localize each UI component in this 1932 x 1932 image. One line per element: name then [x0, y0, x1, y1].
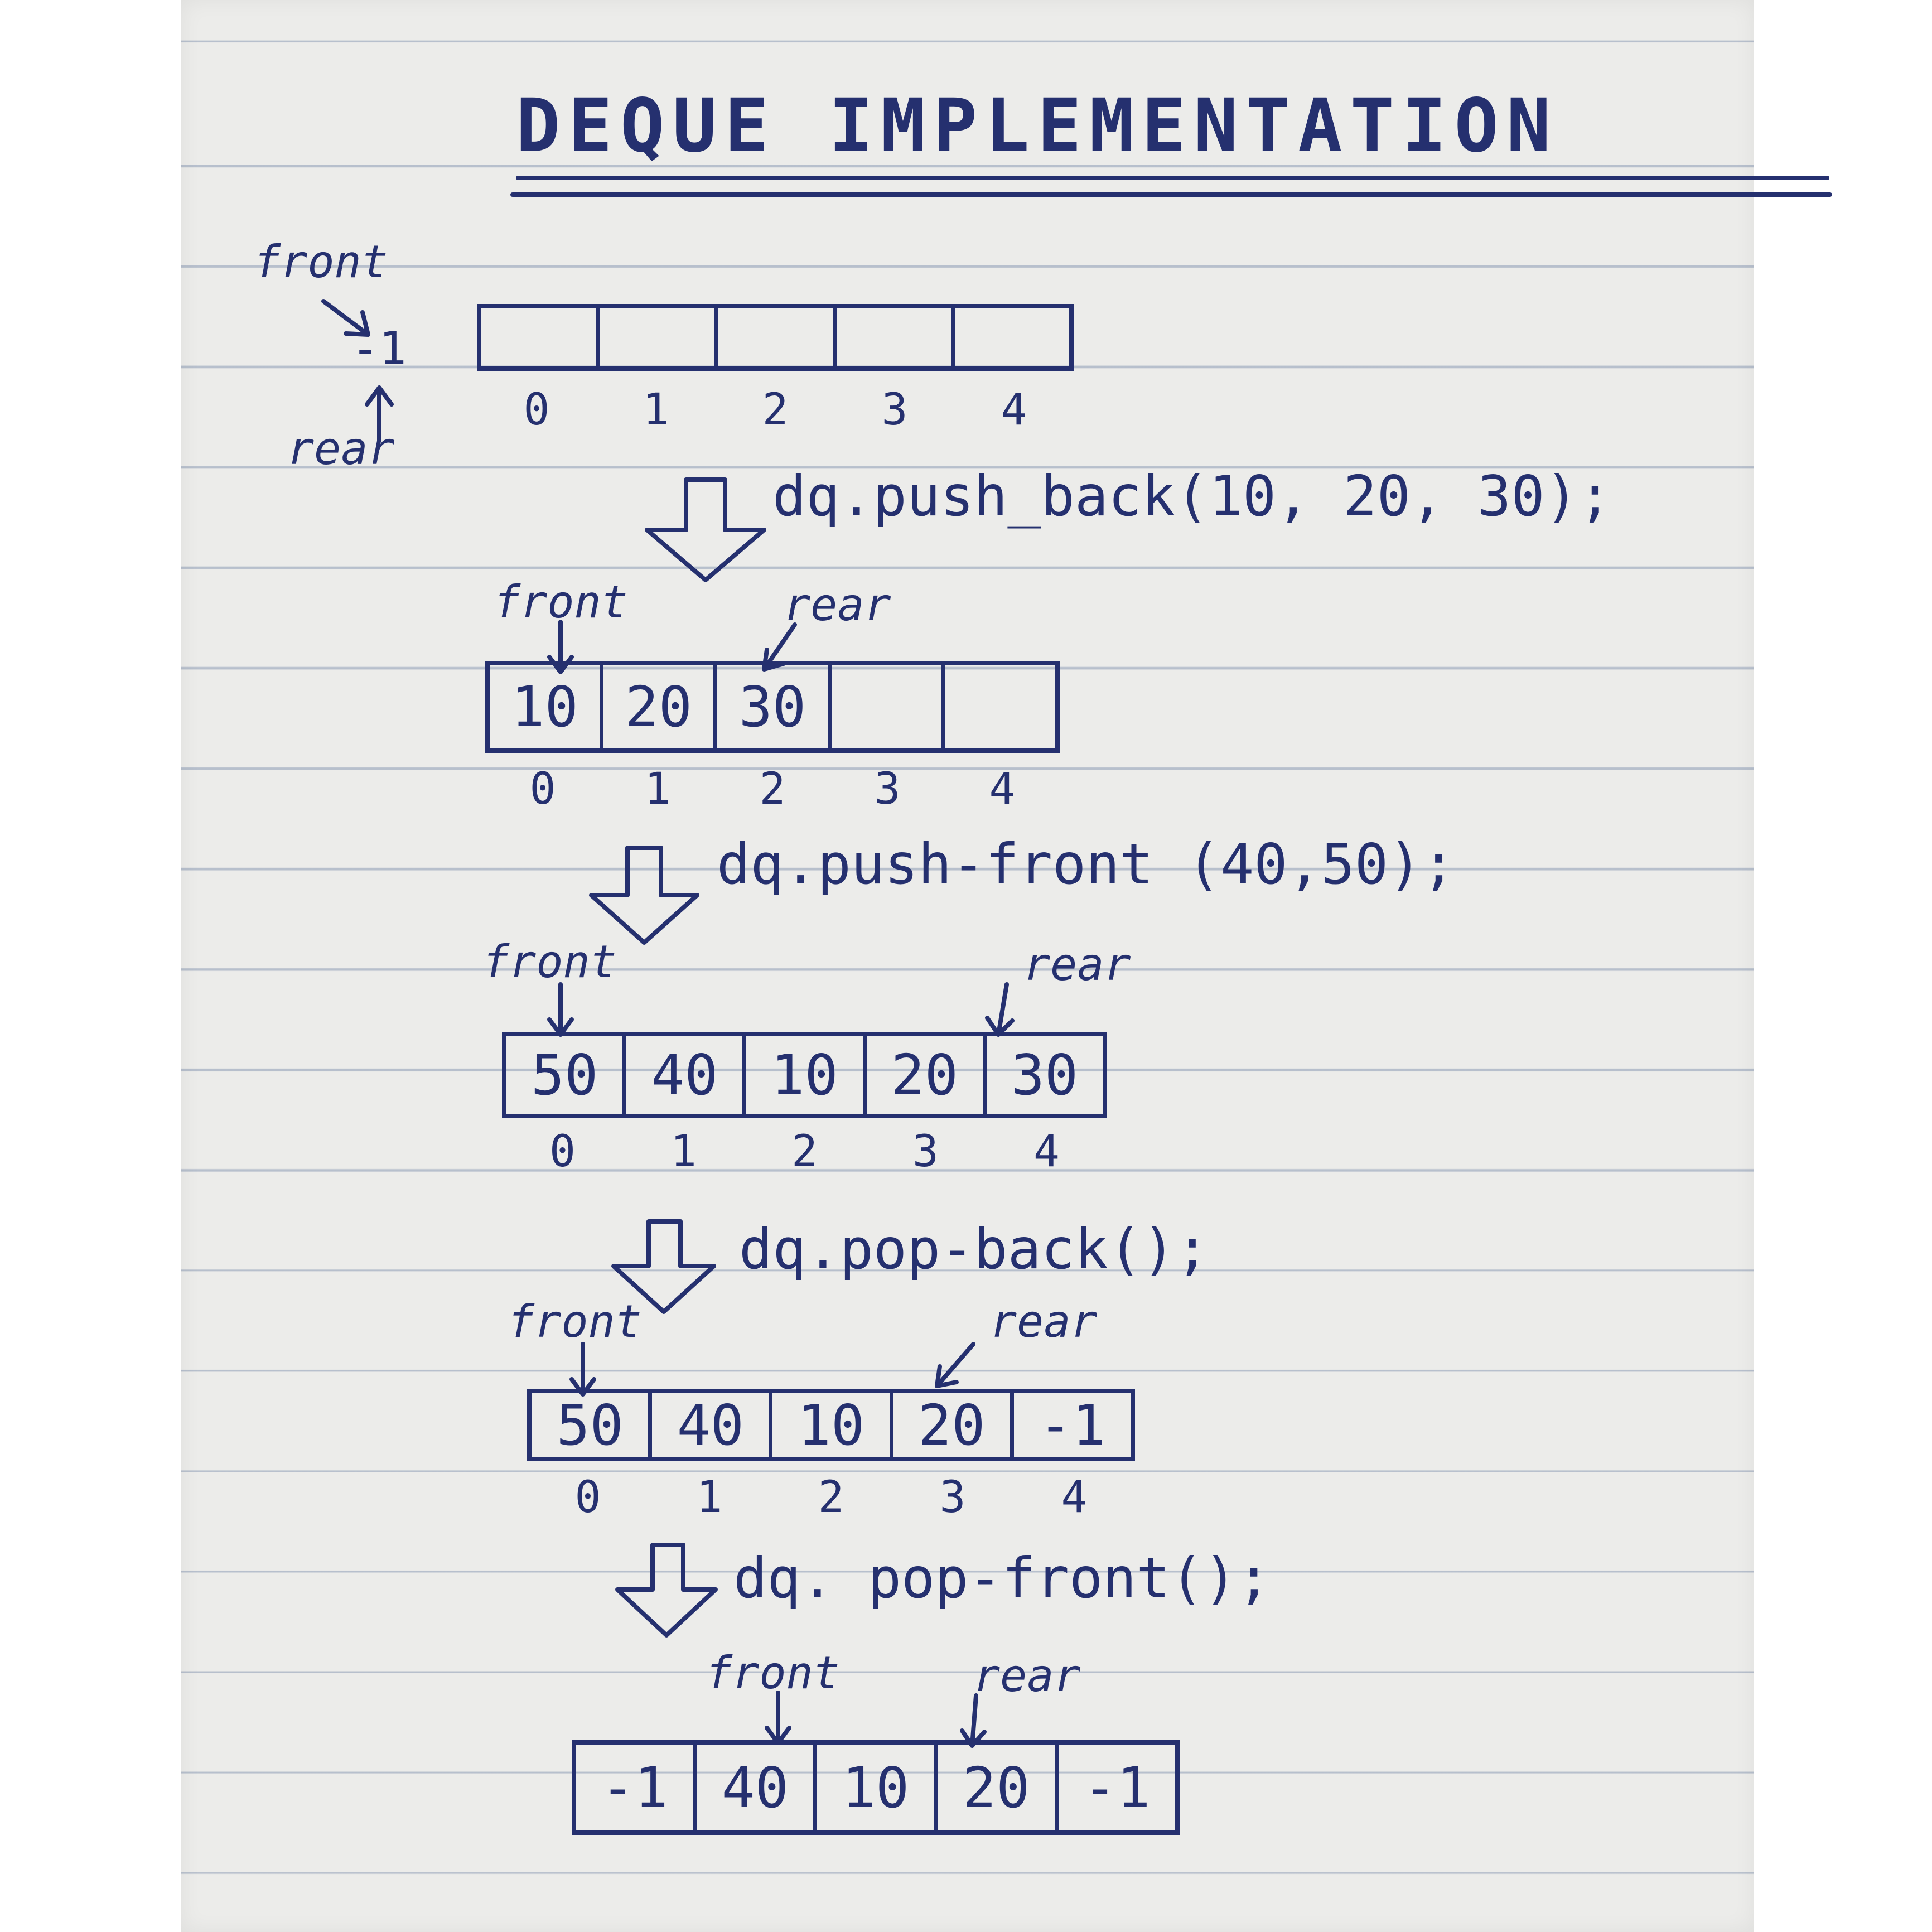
step2-cell: 40 [626, 1036, 746, 1114]
initial-pointer-value: -1 [351, 322, 407, 375]
index-label: 0 [529, 764, 556, 814]
step3-front-label: front [508, 1296, 642, 1347]
title-underline-bottom [510, 192, 1832, 197]
diagram-title: DEQUE IMPLEMENTATION [516, 83, 1559, 169]
step4-cell: -1 [576, 1745, 697, 1830]
index-label: 4 [1033, 1127, 1060, 1177]
index-label: 0 [549, 1127, 576, 1177]
index-label: 2 [791, 1127, 818, 1177]
step2-cell: 10 [746, 1036, 866, 1114]
step1-cell [832, 665, 945, 748]
step3-cell: 20 [893, 1393, 1014, 1457]
step2-rear-label: rear [1023, 939, 1131, 991]
index-label: 4 [1001, 385, 1027, 435]
index-label: 3 [939, 1472, 966, 1523]
step1-index-row [485, 764, 1060, 814]
step1-cell: 10 [490, 665, 603, 748]
step3-cell: 50 [532, 1393, 652, 1457]
step4-cell: 20 [938, 1745, 1059, 1830]
step2-cell: 20 [867, 1036, 987, 1114]
initial-rear-label: rear [287, 423, 395, 475]
index-label: 1 [643, 385, 669, 435]
step1-rear-label: rear [784, 579, 891, 631]
notebook-page [181, 0, 1754, 1932]
index-label: 1 [670, 1127, 697, 1177]
step3-cell: 40 [652, 1393, 772, 1457]
operation-pop-front: dq. pop-front(); [733, 1545, 1271, 1611]
step3-cell: -1 [1039, 1392, 1106, 1458]
step2-cell: 30 [1011, 1042, 1079, 1108]
step4-rear-label: rear [973, 1650, 1081, 1702]
initial-cell [481, 308, 600, 366]
title-underline-top [516, 176, 1829, 180]
initial-index-row [477, 385, 1074, 435]
index-label: 3 [881, 385, 908, 435]
step2-front-label: front [482, 936, 617, 988]
index-label: 1 [696, 1472, 723, 1523]
initial-array [477, 304, 1074, 371]
step1-front-label: front [494, 576, 628, 628]
step3-array [527, 1389, 1135, 1461]
down-arrow-icon [583, 842, 706, 948]
step4-front-label: front [706, 1647, 840, 1699]
step2-array [502, 1032, 1107, 1118]
step4-cell: 40 [697, 1745, 817, 1830]
step1-array [485, 661, 1060, 753]
operation-pop-back: dq.pop-back(); [739, 1216, 1209, 1282]
step3-rear-label: rear [990, 1296, 1098, 1347]
operation-push-back: dq.push_back(10, 20, 30); [772, 463, 1612, 529]
index-label: 0 [523, 385, 550, 435]
index-label: 3 [912, 1127, 939, 1177]
index-label: 2 [818, 1472, 844, 1523]
step1-cell: 20 [603, 665, 717, 748]
operation-push-front: dq.push-front (40,50); [717, 832, 1456, 897]
step3-cell: 10 [772, 1393, 893, 1457]
step4-cell: -1 [1083, 1755, 1151, 1820]
index-label: 3 [874, 764, 901, 814]
down-arrow-icon [639, 474, 772, 586]
index-label: 0 [574, 1472, 601, 1523]
step3-rear-arrow [926, 1339, 982, 1394]
step2-cell: 50 [506, 1036, 626, 1114]
step3-index-row [527, 1472, 1135, 1523]
initial-front-label: front [254, 236, 388, 288]
index-label: 2 [762, 385, 789, 435]
step1-cell [945, 665, 1055, 748]
index-label: 2 [759, 764, 786, 814]
step4-cell: 10 [817, 1745, 938, 1830]
initial-cell [837, 308, 955, 366]
index-label: 4 [1061, 1472, 1088, 1523]
step4-array [572, 1740, 1180, 1835]
step1-cell: 30 [717, 665, 831, 748]
step2-index-row [502, 1127, 1107, 1177]
down-arrow-icon [611, 1539, 722, 1640]
index-label: 4 [989, 764, 1016, 814]
initial-cell [718, 308, 836, 366]
initial-cell [955, 308, 1069, 366]
initial-cell [600, 308, 718, 366]
index-label: 1 [644, 764, 671, 814]
